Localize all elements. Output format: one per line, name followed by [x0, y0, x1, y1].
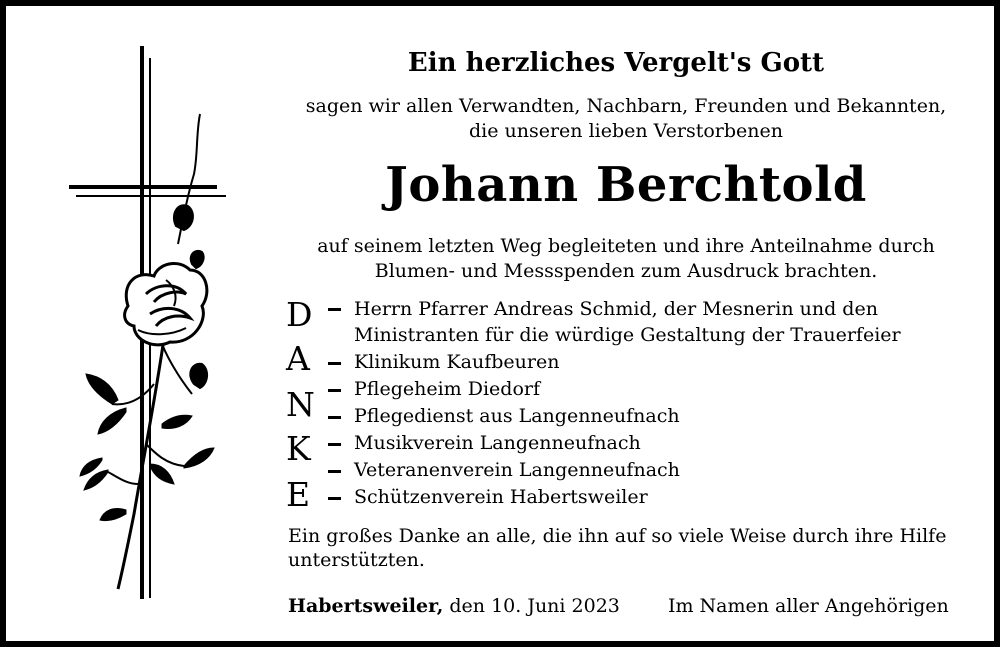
intro-line-1: sagen wir allen Verwandten, Nachbarn, Freunden und Bekannten,: [305, 95, 947, 117]
list-item: Pflegeheim Diedorf: [354, 378, 540, 400]
list-item: Pflegedienst aus Langenneufnach: [354, 405, 680, 427]
list-dash: [328, 308, 341, 311]
list-item: Klinikum Kaufbeuren: [354, 351, 560, 373]
danke-letter: D: [286, 295, 313, 334]
footer-place-date: [288, 597, 620, 616]
footer-signature: Im Namen aller Angehörigen: [668, 595, 949, 617]
danke-letter: E: [286, 475, 311, 514]
list-item: Musikverein Langenneufnach: [354, 432, 641, 454]
body-line-2: Blumen- und Messspenden zum Ausdruck brachten.: [374, 260, 878, 282]
list-item: Ministranten für die würdige Gestaltung der Trauerfeier: [354, 324, 901, 346]
list-dash: [328, 389, 341, 392]
list-dash: [328, 362, 341, 365]
footer-place: Habertsweiler,: [288, 595, 444, 617]
list-dash: [328, 443, 341, 446]
deceased-name: Johann Berchtold: [385, 157, 867, 213]
intro-line-2: die unseren lieben Verstorbenen: [468, 120, 783, 142]
list-dash: [328, 497, 341, 500]
list-item: Herrn Pfarrer Andreas Schmid, der Mesnerin und den: [354, 298, 878, 320]
list-item: Schützenverein Habertsweiler: [354, 486, 648, 508]
danke-letter: A: [286, 339, 310, 378]
list-dash: [328, 470, 341, 473]
footer-date: den 10. Juni 2023: [449, 595, 620, 617]
closing-line-1: Ein großes Danke an alle, die ihn auf so viele Weise durch ihre Hilfe: [288, 525, 947, 547]
cross-and-rose-illustration: [66, 44, 231, 614]
danke-letter: N: [286, 385, 315, 424]
list-item: Veteranenverein Langenneufnach: [354, 459, 680, 481]
list-dash: [328, 416, 341, 419]
closing-line-2: unterstützten.: [288, 549, 425, 571]
danke-letter: K: [286, 429, 311, 468]
body-line-1: auf seinem letzten Weg begleiteten und ihre Anteilnahme durch: [317, 235, 935, 257]
page-title: Ein herzliches Vergelt's Gott: [407, 48, 825, 78]
